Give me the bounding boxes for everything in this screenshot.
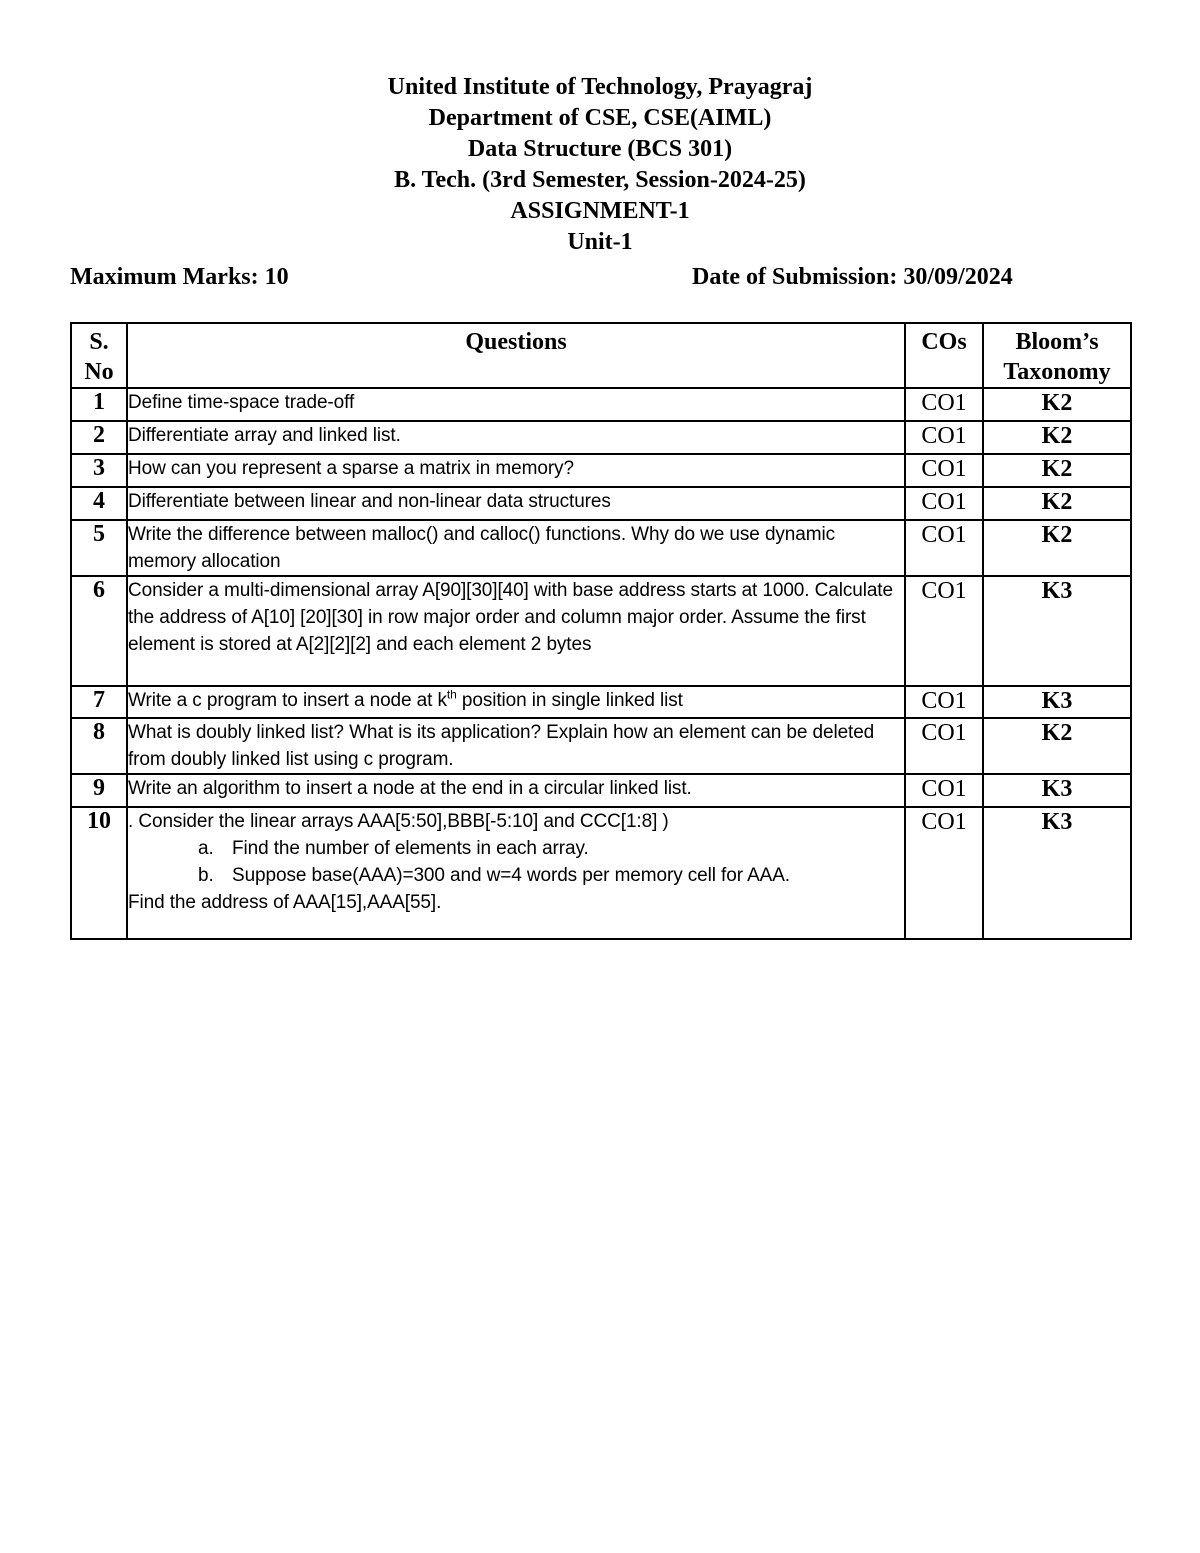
sub-marker: b.	[198, 865, 214, 886]
institute-name: United Institute of Technology, Prayagraj	[387, 74, 813, 100]
row-number: 5	[71, 520, 127, 576]
bloom-level: K3	[983, 807, 1131, 939]
row-number: 9	[71, 774, 127, 807]
bloom-level: K2	[983, 421, 1131, 454]
course-outcome: CO1	[905, 774, 983, 807]
question-text: Define time-space trade-off	[127, 388, 905, 421]
table-row	[71, 454, 1131, 487]
sub-marker: a.	[198, 838, 214, 859]
course-outcome: CO1	[905, 686, 983, 718]
header-questions: Questions	[127, 323, 905, 388]
row-number: 7	[71, 686, 127, 718]
sub-question-a	[128, 835, 904, 862]
department-name: Department of CSE, CSE(AIML)	[428, 105, 772, 131]
row-number: 6	[71, 576, 127, 686]
table-row	[71, 421, 1131, 454]
subject-name: Data Structure (BCS 301)	[467, 136, 733, 162]
course-outcome: CO1	[905, 388, 983, 421]
row-number: 8	[71, 718, 127, 774]
question-text: Differentiate array and linked list.	[127, 421, 905, 454]
question-text	[127, 686, 905, 718]
table-row	[71, 718, 1131, 774]
question-intro: . Consider the linear arrays AAA[5:50],BBB[-5:10] and CCC[1:8] )	[128, 811, 669, 832]
maximum-marks: Maximum Marks: 10	[70, 264, 289, 290]
questions-table	[70, 322, 1132, 940]
row-number: 2	[71, 421, 127, 454]
course-outcome: CO1	[905, 421, 983, 454]
course-outcome: CO1	[905, 718, 983, 774]
question-text-part: Write a c program to insert a node at k	[128, 690, 447, 711]
question-text: Consider a multi-dimensional array A[90][30][40] with base address starts at 1000. Calculate the address of A[10] [20][30] in row major order and column major order. Assume the first element is stored at A[2][2][2] and each element 2 bytes	[127, 576, 905, 686]
assignment-title: ASSIGNMENT-1	[510, 198, 690, 224]
row-number: 3	[71, 454, 127, 487]
header-blooms-line1: Bloom’s	[1015, 329, 1099, 355]
header-blooms	[983, 323, 1131, 388]
bloom-level: K2	[983, 388, 1131, 421]
sub-question-text: Find the number of elements in each array.	[232, 838, 589, 859]
question-text: Write an algorithm to insert a node at the end in a circular linked list.	[127, 774, 905, 807]
course-info: B. Tech. (3rd Semester, Session-2024-25)	[394, 167, 806, 193]
course-outcome: CO1	[905, 454, 983, 487]
row-number: 4	[71, 487, 127, 520]
unit-title: Unit-1	[567, 229, 633, 255]
bloom-level: K3	[983, 686, 1131, 718]
question-text: Write the difference between malloc() and calloc() functions. Why do we use dynamic memory allocation	[127, 520, 905, 576]
question-text: How can you represent a sparse a matrix in memory?	[127, 454, 905, 487]
bloom-level: K3	[983, 576, 1131, 686]
header-blooms-line2: Taxonomy	[1003, 359, 1111, 385]
question-text	[127, 807, 905, 939]
table-row	[71, 686, 1131, 718]
row-number: 10	[71, 807, 127, 939]
question-text: Differentiate between linear and non-linear data structures	[127, 487, 905, 520]
course-outcome: CO1	[905, 487, 983, 520]
question-text-part: position in single linked list	[456, 690, 683, 711]
course-outcome: CO1	[905, 520, 983, 576]
header-sno-line2: No	[84, 359, 114, 385]
bloom-level: K2	[983, 454, 1131, 487]
course-outcome: CO1	[905, 576, 983, 686]
table-row	[71, 576, 1131, 686]
table-row	[71, 487, 1131, 520]
bloom-level: K2	[983, 487, 1131, 520]
header-sno	[71, 323, 127, 388]
sub-question-b	[128, 862, 904, 889]
sub-question-text: Suppose base(AAA)=300 and w=4 words per memory cell for AAA.	[232, 865, 790, 886]
bloom-level: K2	[983, 718, 1131, 774]
header-cos: COs	[905, 323, 983, 388]
table-header-row	[71, 323, 1131, 388]
document-header	[0, 72, 1200, 258]
table-row	[71, 774, 1131, 807]
bloom-level: K2	[983, 520, 1131, 576]
superscript-th: th	[446, 687, 457, 702]
course-outcome: CO1	[905, 807, 983, 939]
bloom-level: K3	[983, 774, 1131, 807]
table-row	[71, 388, 1131, 421]
row-number: 1	[71, 388, 127, 421]
question-text: What is doubly linked list? What is its application? Explain how an element can be deleted from doubly linked list using c program.	[127, 718, 905, 774]
header-sno-line1: S.	[89, 329, 109, 355]
table-row	[71, 520, 1131, 576]
question-outro: Find the address of AAA[15],AAA[55].	[128, 892, 442, 913]
table-row	[71, 807, 1131, 939]
submission-date: Date of Submission: 30/09/2024	[692, 264, 1013, 290]
